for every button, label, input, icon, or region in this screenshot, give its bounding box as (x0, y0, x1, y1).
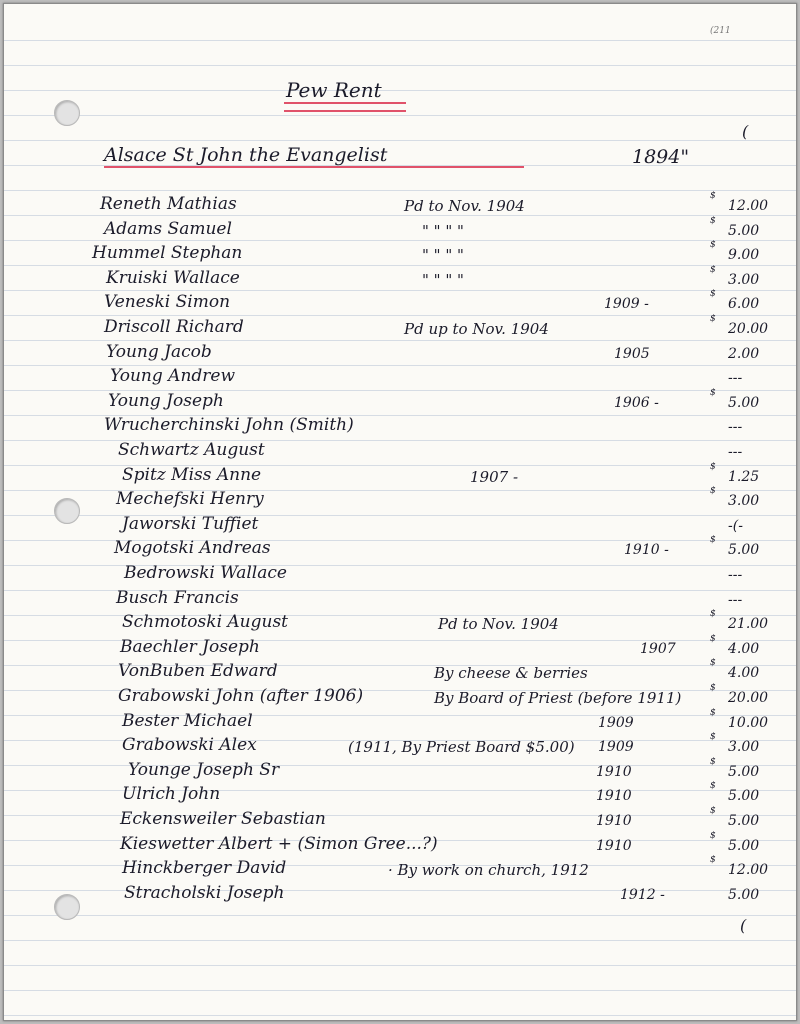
entry-amount: 5.00 (728, 394, 760, 411)
entry-amount: 12.00 (728, 862, 769, 879)
dollar-sign: $ (710, 732, 716, 743)
right-mark: ( (742, 122, 749, 141)
entry-amount: 4.00 (728, 640, 760, 657)
entry-amount: 4.00 (728, 665, 760, 682)
dollar-sign: $ (710, 707, 716, 718)
entry-name: Young Andrew (110, 366, 236, 387)
dollar-sign: $ (710, 264, 716, 275)
dollar-sign: $ (710, 756, 716, 767)
entry-name: Kruiski Wallace (106, 267, 240, 288)
entry-note: By Board of Priest (before 1911) (434, 689, 682, 707)
entry-amount: 5.00 (728, 837, 760, 854)
entry-amount: -(- (728, 517, 743, 534)
entry-note: 1907 - (470, 467, 519, 486)
entry-name: Eckensweiler Sebastian (120, 809, 326, 829)
title-underline (284, 102, 406, 112)
entry-year: 1910 - (624, 542, 669, 559)
entry-amount: 12.00 (728, 198, 769, 214)
entry-amount: 21.00 (728, 616, 769, 633)
entry-year: 1909 (598, 739, 634, 756)
entry-name: Mechefski Henry (116, 489, 264, 510)
entry-amount: --- (728, 591, 743, 608)
entry-amount: 5.00 (728, 222, 760, 239)
corner-mark: (211 (710, 26, 731, 36)
entry-name: Younge Joseph Sr (128, 759, 280, 780)
entry-year: 1910 (596, 763, 632, 780)
entry-name: Hummel Stephan (92, 243, 243, 264)
entry-name: Stracholski Joseph (124, 882, 285, 903)
entry-name: Young Joseph (108, 390, 224, 411)
entry-amount: 6.00 (728, 296, 760, 313)
entry-name: Busch Francis (116, 587, 239, 608)
entry-amount: 2.00 (728, 345, 760, 362)
entry-amount: --- (728, 419, 743, 436)
entry-name: Mogotski Andreas (114, 538, 271, 559)
ledger-page (3, 3, 797, 1021)
dollar-sign: $ (710, 461, 716, 472)
entry-note: Pd up to Nov. 1904 (404, 320, 549, 338)
entry-year: 1910 (596, 788, 632, 805)
entry-name: Schwartz August (118, 440, 265, 460)
entry-amount: 5.00 (728, 542, 760, 559)
dollar-sign: $ (710, 240, 716, 251)
entry-amount: 20.00 (728, 690, 769, 706)
entry-note: Pd to Nov. 1904 (438, 615, 559, 634)
entry-note: " " " " (422, 246, 464, 265)
dollar-sign: $ (710, 289, 716, 300)
entry-year: 1910 (596, 837, 632, 854)
entry-amount: --- (728, 444, 743, 460)
entry-amount: 20.00 (728, 321, 769, 337)
entry-name: Schmotoski August (122, 612, 289, 633)
entry-name: Wrucherchinski John (Smith) (104, 415, 354, 436)
heading-year: 1894" (632, 146, 690, 168)
entry-name: Bedrowski Wallace (124, 563, 287, 583)
dollar-sign: $ (710, 781, 716, 792)
entry-note: (1911, By Priest Board $5.00) (348, 738, 575, 757)
entry-amount: 5.00 (728, 886, 760, 903)
entry-name: Spitz Miss Anne (122, 464, 262, 485)
entry-name: Grabowski Alex (122, 735, 257, 756)
entry-note: · By work on church, 1912 (388, 861, 589, 880)
entry-name: Young Jacob (106, 341, 212, 362)
dollar-sign: $ (710, 609, 716, 620)
entry-amount: 10.00 (728, 714, 769, 731)
entry-amount: 3.00 (728, 739, 760, 756)
entry-name: Baechler Joseph (120, 636, 260, 657)
entry-name: Veneski Simon (104, 292, 231, 313)
binder-hole (54, 894, 80, 920)
bottom-mark: ( (740, 916, 747, 935)
entry-note: By cheese & berries (434, 664, 588, 683)
binder-hole (54, 498, 80, 524)
dollar-sign: $ (710, 387, 716, 398)
entry-amount: 9.00 (728, 247, 760, 264)
entry-year: 1910 (596, 813, 632, 829)
entry-amount: 5.00 (728, 813, 760, 829)
entry-year: 1906 - (614, 394, 659, 411)
entry-name: Hinckberger David (122, 858, 287, 879)
entry-name: Kieswetter Albert + (Simon Gree...?) (120, 833, 438, 854)
entry-amount: --- (728, 567, 743, 583)
dollar-sign: $ (710, 486, 716, 497)
entry-year: 1909 - (604, 296, 649, 313)
entry-note: " " " " (422, 270, 464, 289)
entry-note: Pd to Nov. 1904 (404, 197, 525, 215)
dollar-sign: $ (710, 830, 716, 841)
entry-amount: 5.00 (728, 788, 760, 805)
entry-amount: 1.25 (728, 468, 760, 485)
entry-amount: 5.00 (728, 763, 760, 780)
page-title: Pew Rent (286, 78, 382, 102)
dollar-sign: $ (710, 535, 716, 546)
binder-hole (54, 100, 80, 126)
dollar-sign: $ (710, 855, 716, 866)
entry-note: " " " " (422, 221, 464, 240)
heading-underline (104, 166, 524, 168)
dollar-sign: $ (710, 215, 716, 226)
church-heading: Alsace St John the Evangelist (104, 144, 388, 166)
entry-name: Jaworski Tuffiet (122, 513, 259, 534)
dollar-sign: $ (710, 806, 716, 816)
entry-name: Grabowski John (after 1906) (118, 686, 364, 706)
entry-name: Driscoll Richard (104, 317, 244, 337)
entry-name: Ulrich John (122, 784, 221, 805)
entry-amount: --- (728, 370, 743, 387)
entry-amount: 3.00 (728, 271, 760, 288)
entry-name: Bester Michael (122, 710, 253, 731)
entry-name: Adams Samuel (104, 218, 232, 239)
entry-name: VonBuben Edward (118, 661, 278, 682)
dollar-sign: $ (710, 191, 716, 201)
entry-year: 1905 (614, 345, 650, 362)
entry-year: 1909 (598, 714, 634, 731)
dollar-sign: $ (710, 633, 716, 644)
dollar-sign: $ (710, 314, 716, 324)
entry-year: 1907 (640, 640, 676, 657)
dollar-sign: $ (710, 683, 716, 693)
entry-name: Reneth Mathias (100, 194, 237, 214)
dollar-sign: $ (710, 658, 716, 669)
entry-amount: 3.00 (728, 493, 760, 510)
entry-year: 1912 - (620, 886, 665, 903)
